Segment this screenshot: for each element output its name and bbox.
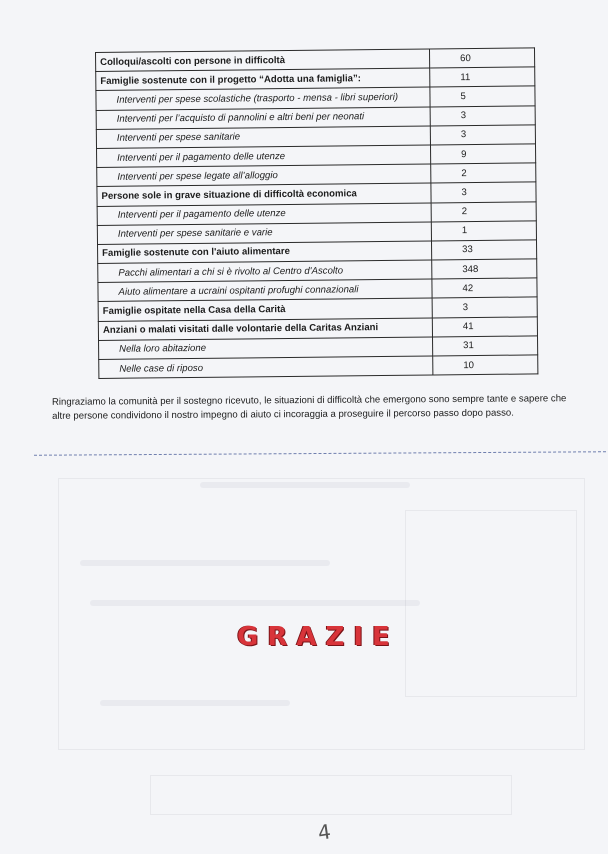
dashed-separator xyxy=(34,451,606,455)
show-through-line xyxy=(100,700,290,706)
row-label: Nella loro abitazione xyxy=(99,337,433,360)
table-row xyxy=(99,355,538,379)
row-value: 2 xyxy=(431,163,536,183)
row-value: 42 xyxy=(432,278,537,298)
row-value: 11 xyxy=(430,67,535,87)
show-through-line xyxy=(80,560,330,566)
thanks-paragraph: Ringraziamo la comunità per il sostegno ricevuto, le situazioni di difficoltà che emergono sono sempre tante e sapere che altre persone condividono il nostro impegno di aiuto ci incoraggia a proseguire il percorso passo dopo passo. xyxy=(51,393,567,422)
row-value: 3 xyxy=(432,297,537,317)
row-label: Interventi per spese scolastiche (trasporto - mensa - libri superiori) xyxy=(96,87,430,110)
row-value: 5 xyxy=(430,86,535,106)
row-label: Aiuto alimentare a ucraini ospitanti profughi connazionali xyxy=(98,279,432,302)
row-label: Famiglie sostenute con il progetto “Adotta una famiglia”: xyxy=(96,68,430,91)
row-label: Interventi per il pagamento delle utenze xyxy=(97,202,431,225)
row-value: 10 xyxy=(433,355,538,375)
show-through-box xyxy=(405,510,577,697)
row-value: 348 xyxy=(432,259,537,279)
row-label: Interventi per spese sanitarie xyxy=(96,126,430,149)
row-value: 3 xyxy=(430,105,535,125)
row-label: Persone sole in grave situazione di difficoltà economica xyxy=(97,183,431,206)
row-value: 33 xyxy=(431,240,536,260)
row-label: Pacchi alimentari a chi si è rivolto al Centro d'Ascolto xyxy=(98,260,432,283)
row-label: Interventi per il pagamento delle utenze xyxy=(97,145,431,168)
row-value: 41 xyxy=(432,317,537,337)
show-through-line xyxy=(200,482,410,488)
row-value: 2 xyxy=(431,201,536,221)
show-through-line xyxy=(90,600,420,606)
row-value: 31 xyxy=(433,336,538,356)
row-label: Famiglie ospitate nella Casa della Carità xyxy=(98,298,432,321)
row-label: Colloqui/ascolti con persone in difficoltà xyxy=(96,49,430,72)
row-value: 1 xyxy=(431,221,536,241)
row-value: 3 xyxy=(431,182,536,202)
grazie-heading: GRAZIE xyxy=(237,622,399,652)
page-number: 4 xyxy=(316,819,333,845)
row-label: Interventi per spese legate all’alloggio xyxy=(97,164,431,187)
row-label: Anziani o malati visitati dalle volontarie della Caritas Anziani xyxy=(98,318,432,341)
row-label: Interventi per spese sanitarie e varie xyxy=(97,222,431,245)
show-through-box xyxy=(150,775,512,815)
row-value: 9 xyxy=(430,144,535,164)
row-value: 60 xyxy=(429,48,534,68)
row-value: 3 xyxy=(430,125,535,145)
row-label: Interventi per l’acquisto di pannolini e altri beni per neonati xyxy=(96,107,430,130)
statistics-table xyxy=(95,47,538,379)
row-label: Nelle case di riposo xyxy=(99,356,433,379)
row-label: Famiglie sostenute con l'aiuto alimentare xyxy=(98,241,432,264)
